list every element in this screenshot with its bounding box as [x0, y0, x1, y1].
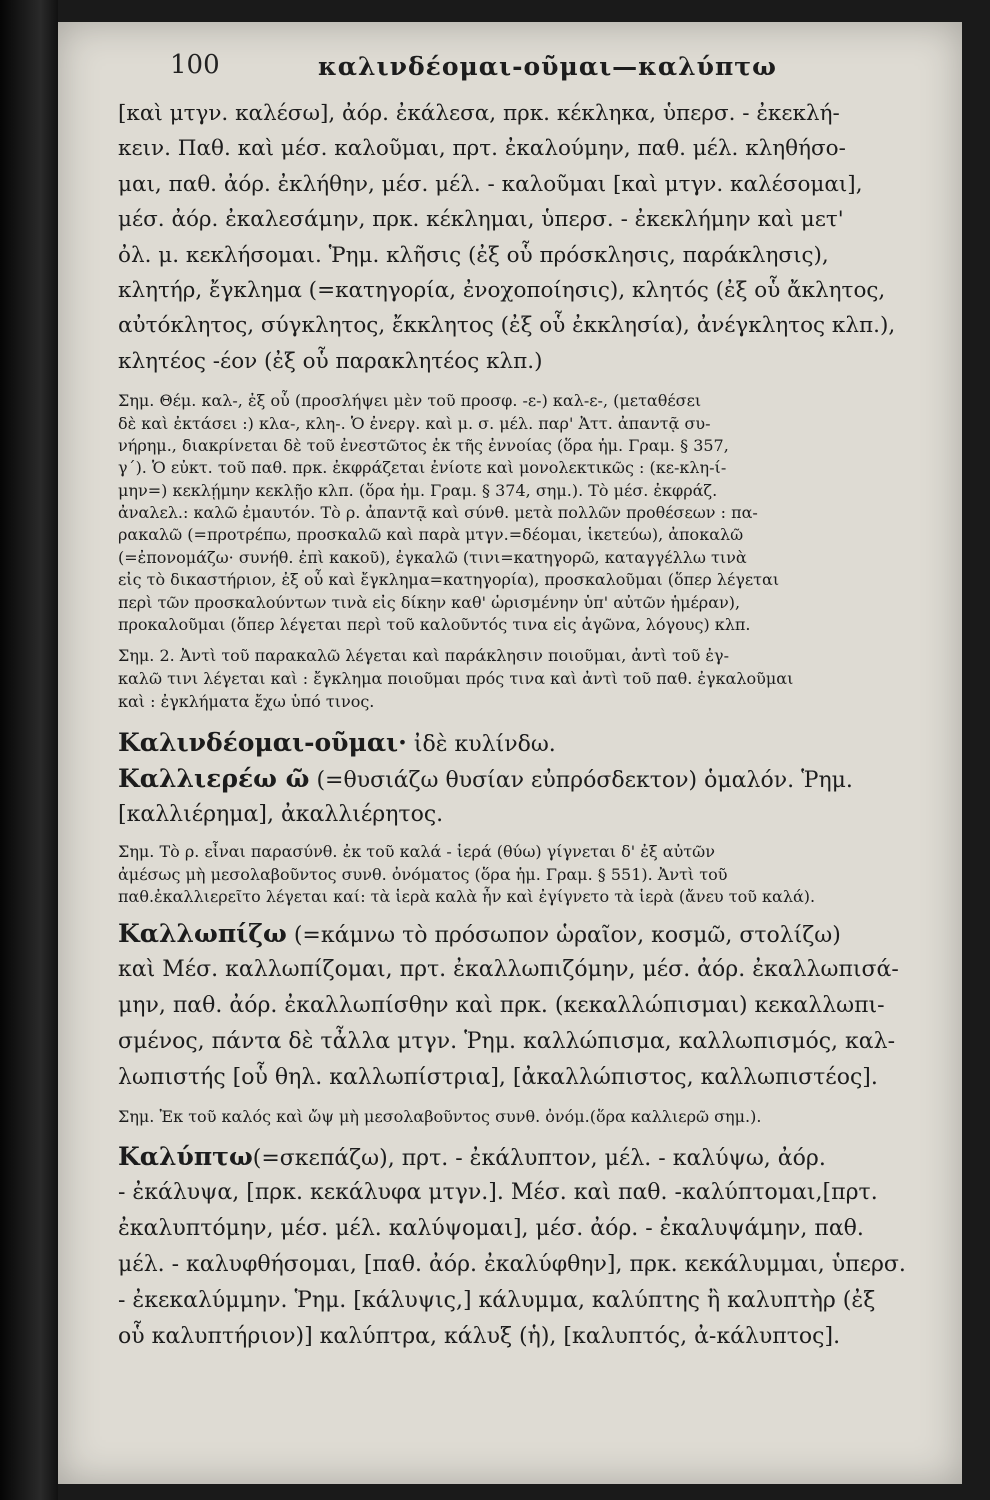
note-kallopizw — [118, 1106, 958, 1128]
text-line: αὐτόκλητος, σύγκλητος, ἔκκλητος (ἐξ οὗ ἐκκλησία), ἀνέγκλητος κλπ.), — [118, 313, 896, 339]
text-line: [καλλιέρημα], ἀκαλλιέρητος. — [118, 802, 444, 828]
note-line: Σημ. 2. Ἀντὶ τοῦ παρακαλῶ λέγεται καὶ παράκλησιν ποιοῦμαι, ἀντὶ τοῦ ἐγ- — [118, 646, 729, 666]
note-kallierew — [118, 841, 958, 908]
page-header — [108, 46, 808, 96]
note-line: εἰς τὸ δικαστήριον, ἐξ οὗ καὶ ἔγκλημα=κατηγορία), προσκαλοῦμαι (ὅπερ λέγεται — [118, 570, 780, 590]
headword: Καλινδέομαι-οῦμαι· — [118, 728, 407, 758]
entry-kalyptw — [118, 1139, 958, 1355]
headword: Καλύπτω — [118, 1141, 253, 1171]
note-line: καλῶ τινι λέγεται καὶ : ἔγκλημα ποιοῦμαι πρός τινα καὶ ἀντὶ τοῦ παθ. ἐγκαλοῦμαι — [118, 669, 794, 689]
text-line: μέλ. - καλυφθήσομαι, [παθ. ἀόρ. ἐκαλύφθην], πρκ. κεκάλυμμαι, ὑπερσ. — [118, 1251, 906, 1277]
entry-text: (=θυσιάζω θυσίαν εὐπρόσδεκτον) ὁμαλόν. Ῥημ. — [309, 768, 853, 794]
note-line: παθ.ἐκαλλιερεῖτο λέγεται καί: τὰ ἱερὰ καλὰ ἦν καὶ ἐγίγνετο τὰ ἱερὰ (ἄνευ τοῦ καλά). — [118, 886, 816, 906]
note-line: (=ἐπονομάζω· συνήθ. ἐπὶ κακοῦ), ἐγκαλῶ (τινι=κατηγορῶ, καταγγέλλω τινὰ — [118, 547, 747, 567]
running-head: καλινδέομαι-οῦμαι—καλύπτω — [318, 52, 777, 81]
text-line: λωπιστής [οὗ θηλ. καλλωπίστρια], [ἀκαλλώπιστος, καλλωπιστέος]. — [118, 1065, 878, 1091]
note-line: ἀμέσως μὴ μεσολαβοῦντος συνθ. ὀνόματος (ὅρα ἡμ. Γραμ. § 551). Ἀντὶ τοῦ — [118, 864, 728, 884]
text-line: καὶ Μέσ. καλλωπίζομαι, πρτ. ἐκαλλωπιζόμην, μέσ. ἀόρ. ἐκαλλωπισά- — [118, 957, 899, 983]
text-line: κλητήρ, ἔγκλημα (=κατηγορία, ἐνοχοποίησις), κλητός (ἐξ οὗ ἄκλητος, — [118, 277, 886, 303]
entry-text: (=κάμνω τὸ πρόσωπον ὡραῖον, κοσμῶ, στολίζω) — [286, 923, 841, 949]
text-line: κλητέος -έον (ἐξ οὗ παρακλητέος κλπ.) — [118, 348, 543, 374]
text-line: [καὶ μτγν. καλέσω], ἀόρ. ἐκάλεσα, πρκ. κέκληκα, ὑπερσ. - ἐκεκλή- — [118, 101, 840, 126]
entry-kallopizw — [118, 916, 958, 1096]
text-line: - ἐκεκαλύμμην. Ῥημ. [κάλυψις,] κάλυμμα, καλύπτης ἢ καλυπτὴρ (ἐξ — [118, 1287, 876, 1313]
text-line: ὀλ. μ. κεκλήσομαι. Ῥημ. κλῆσις (ἐξ οὗ πρόσκλησις, παράκλησις), — [118, 242, 829, 268]
text-line: μαι, παθ. ἀόρ. ἐκλήθην, μέσ. μέλ. - καλοῦμαι [καὶ μτγν. καλέσομαι], — [118, 171, 863, 197]
note-line: προκαλοῦμαι (ὅπερ λέγεται περὶ τοῦ καλοῦντός τινα εἰς ἀγῶνα, λόγους) κλπ. — [118, 615, 751, 635]
entry-text: (=σκεπάζω), πρτ. - ἐκάλυπτον, μέλ. - καλύψω, ἀόρ. — [252, 1145, 826, 1171]
note-kalo-2 — [118, 645, 958, 713]
note-line: ρακαλῶ (=προτρέπω, προσκαλῶ καὶ παρὰ μτγν.=δέομαι, ἱκετεύω), ἀποκαλῶ — [118, 525, 744, 545]
headword: Καλλιερέω ῶ — [118, 764, 310, 794]
note-line: καὶ : ἐγκλήματα ἔχω ὑπό τινος. — [118, 691, 375, 711]
entry-text: ἰδὲ κυλίνδω. — [406, 732, 556, 758]
text-line: ἐκαλυπτόμην, μέσ. μέλ. καλύψομαι], μέσ. ἀόρ. - ἐκαλυψάμην, παθ. — [118, 1215, 864, 1241]
entry-kalindeomai — [118, 725, 958, 761]
note-line: μην=) κεκλῄμην κεκλῇο κλπ. (ὅρα ἡμ. Γραμ. § 374, σημ.). Τὸ μέσ. ἐκφράζ. — [118, 480, 718, 500]
note-line: Σημ. Θέμ. καλ-, ἐξ οὗ (προσλήψει μὲν τοῦ προσφ. -ε-) καλ-ε-, (μεταθέσει — [118, 391, 702, 411]
text-line: οὗ καλυπτήριον)] καλύπτρα, κάλυξ (ἡ), [καλυπτός, ἀ-κάλυπτος]. — [118, 1323, 841, 1349]
book-spine-shadow — [0, 0, 58, 1500]
note-kalo-1 — [118, 390, 958, 636]
text-line: μέσ. ἀόρ. ἐκαλεσάμην, πρκ. κέκλημαι, ὑπερσ. - ἐκεκλήμην καὶ μετ' — [118, 207, 844, 233]
note-line: δὲ καὶ ἐκτάσει :) κλα-, κλη-. Ὁ ἐνεργ. καὶ μ. σ. μέλ. παρ' Ἀττ. ἀπαντᾷ συ- — [118, 413, 711, 433]
entry-kallierew — [118, 761, 958, 833]
page-number: 100 — [170, 50, 220, 80]
entry-kalo-continuation — [118, 96, 958, 379]
text-line: μην, παθ. ἀόρ. ἐκαλλωπίσθην καὶ πρκ. (κεκαλλώπισμαι) κεκαλλωπι- — [118, 993, 885, 1019]
text-line: - ἐκάλυψα, [πρκ. κεκάλυφα μτγν.]. Μέσ. καὶ παθ. -καλύπτομαι,[πρτ. — [118, 1179, 878, 1205]
note-line: περὶ τῶν προσκαλούντων τινὰ εἰς δίκην καθ' ὡρισμένην ὑπ' αὐτῶν ἡμέραν), — [118, 592, 741, 612]
note-line: νήρημ., διακρίνεται δὲ τοῦ ἐνεστῶτος ἐκ τῆς ἐννοίας (ὅρα ἡμ. Γραμ. § 357, — [118, 435, 729, 455]
note-line: Σημ. Ἐκ τοῦ καλός καὶ ὤψ μὴ μεσολαβοῦντος συνθ. ὀνόμ.(ὅρα καλλιερῶ σημ.). — [118, 1107, 762, 1127]
note-line: ἀναλελ.: καλῶ ἐμαυτόν. Τὸ ρ. ἀπαντᾷ καὶ σύνθ. μετὰ πολλῶν προθέσεων : πα- — [118, 503, 758, 523]
headword: Καλλωπίζω — [118, 919, 287, 949]
note-line: Σημ. Τὸ ρ. εἶναι παρασύνθ. ἐκ τοῦ καλά - ἱερά (θύω) γίγνεται δ' ἐξ αὐτῶν — [118, 842, 715, 862]
page-body — [118, 96, 958, 1355]
text-line: κειν. Παθ. καὶ μέσ. καλοῦμαι, πρτ. ἐκαλούμην, παθ. μέλ. κληθήσο- — [118, 136, 846, 162]
note-line: γ΄). Ὁ εὐκτ. τοῦ παθ. πρκ. ἐκφράζεται ἐνίοτε καὶ μονολεκτικῶς : (κε-κλη-ί- — [118, 458, 727, 478]
text-line: σμένος, πάντα δὲ τἆλλα μτγν. Ῥημ. καλλώπισμα, καλλωπισμός, καλ- — [118, 1029, 896, 1055]
